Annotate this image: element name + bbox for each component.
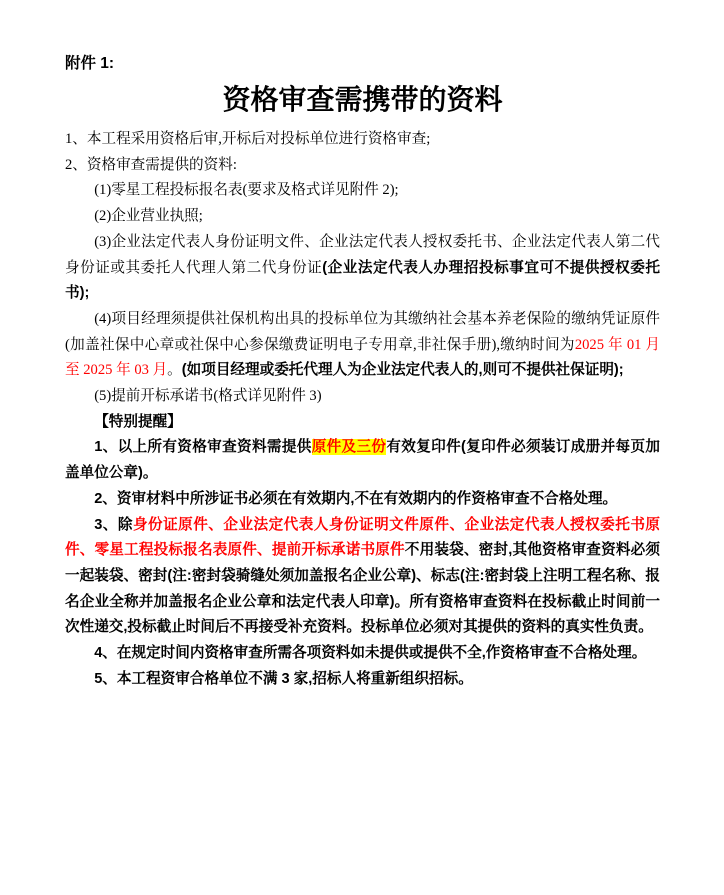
special-item-1-highlight: 原件及三份 bbox=[311, 439, 387, 456]
material-item-1: (1)零星工程投标报名表(要求及格式详见附件 2); bbox=[94, 182, 399, 199]
special-item-5: 5、本工程资审合格单位不满 3 家,招标人将重新组织招标。 bbox=[94, 670, 473, 687]
special-item-4: 4、在规定时间内资格审查所需各项资料如未提供或提供不全,作资格审查不合格处理。 bbox=[94, 645, 647, 662]
special-item-3-body: 不用装袋、密封,其他资格审查资料必须一起装袋、密封(注:密封袋骑缝处须加盖报名企业公章)、标志(注:密封袋上注明工程名称、报名企业全称并加盖报名企业公章和法定代表人印章)。所有资格审查资料在投标截止时间前一次性递交,投标截止时间后不再接受补充资料。投标单位必须对其提供的资料的真实性负责。 bbox=[65, 542, 660, 636]
special-item-1 bbox=[65, 435, 660, 486]
material-item-3 bbox=[65, 230, 660, 307]
material-item-4-period: 。 bbox=[167, 362, 182, 379]
special-item-1-suffix: 有效复印件(复印件必须装订成册并每页加盖单位公章)。 bbox=[65, 439, 660, 482]
material-item-4 bbox=[65, 307, 660, 384]
special-item-2: 2、资审材料中所涉证书必须在有效期内,不在有效期内的作资格审查不合格处理。 bbox=[94, 490, 618, 507]
material-item-4-date: 2025 年 01 月至 2025 年 03 月 bbox=[65, 336, 660, 379]
attachment-label: 附件 1: bbox=[65, 55, 115, 72]
special-item-3 bbox=[65, 513, 660, 642]
material-item-2: (2)企业营业执照; bbox=[94, 208, 203, 225]
special-item-3-prefix: 3、除 bbox=[94, 516, 133, 533]
page-title: 资格审查需携带的资料 bbox=[222, 84, 503, 115]
special-notice-header: 【特别提醒】 bbox=[94, 413, 182, 430]
material-item-3-bold-note: (企业法定代表人办理招投标事宜可不提供授权委托书); bbox=[65, 259, 660, 302]
special-item-1-prefix: 1、以上所有资格审查资料需提供 bbox=[94, 439, 312, 456]
material-item-3-text: (3)企业法定代表人身份证明文件、企业法定代表人授权委托书、企业法定代表人第二代身份证或其委托人代理人第二代身份证 bbox=[65, 233, 660, 276]
intro-item-1: 1、本工程采用资格后审,开标后对投标单位进行资格审查; bbox=[65, 131, 431, 147]
material-item-4-text: (4)项目经理须提供社保机构出具的投标单位为其缴纳社会基本养老保险的缴纳凭证原件(加盖社保中心章或社保中心参保缴费证明电子专用章,非社保手册),缴纳时间为 bbox=[65, 310, 660, 353]
material-item-4-bold-note: (如项目经理或委托代理人为企业法定代表人的,则可不提供社保证明); bbox=[181, 362, 624, 379]
intro-item-2: 2、资格审查需提供的资料: bbox=[65, 156, 237, 173]
special-item-3-red-list: 身份证原件、企业法定代表人身份证明文件原件、企业法定代表人授权委托书原件、零星工程投标报名表原件、提前开标承诺书原件 bbox=[65, 516, 660, 559]
material-item-5: (5)提前开标承诺书(格式详见附件 3) bbox=[94, 388, 322, 405]
